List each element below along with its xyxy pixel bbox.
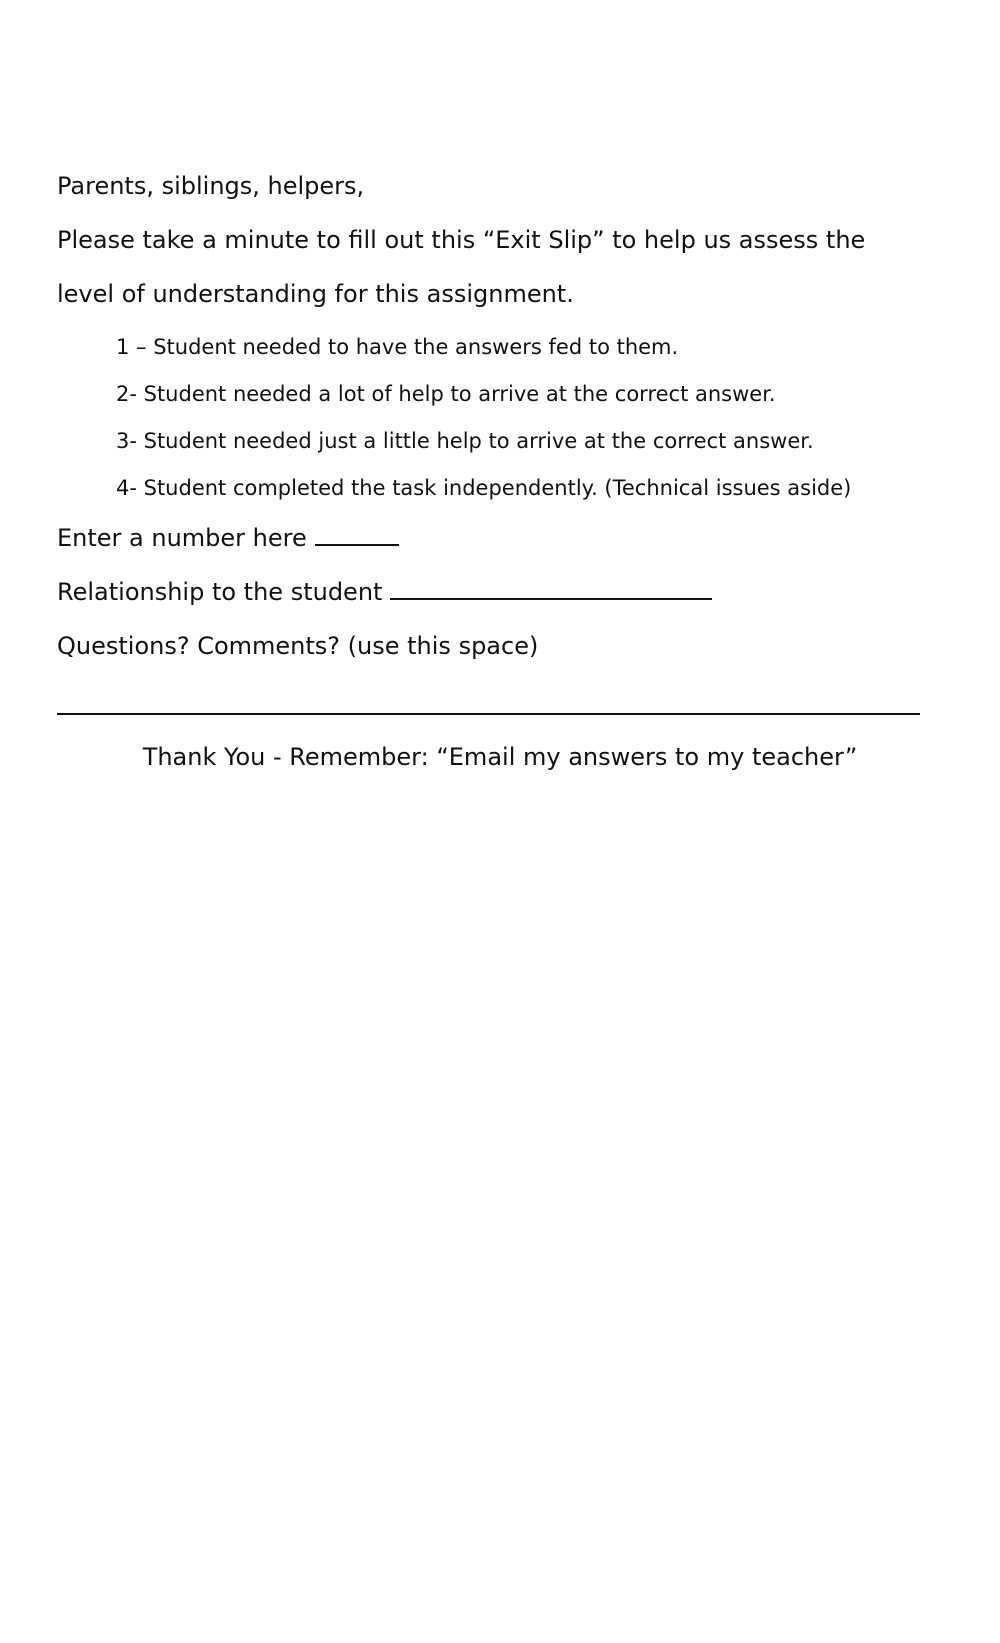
number-prompt: Enter a number here [57, 524, 307, 552]
greeting: Parents, siblings, helpers, [57, 172, 365, 200]
number-blank[interactable] [315, 542, 399, 546]
scale-item-4: 4- Student completed the task independently. (Technical issues aside) [116, 476, 852, 500]
comments-blank[interactable] [57, 713, 920, 715]
scale-item-1: 1 – Student needed to have the answers fed to them. [116, 335, 679, 359]
scale-item-3: 3- Student needed just a little help to arrive at the correct answer. [116, 429, 814, 453]
intro-line-1: Please take a minute to fill out this “Exit Slip” to help us assess the [57, 226, 866, 254]
relationship-blank[interactable] [390, 596, 712, 600]
intro-line-2: level of understanding for this assignment. [57, 280, 574, 308]
number-row [57, 526, 399, 550]
scale-item-2: 2- Student needed a lot of help to arrive at the correct answer. [116, 382, 776, 406]
comments-prompt: Questions? Comments? (use this space) [57, 632, 539, 660]
relationship-prompt: Relationship to the student [57, 578, 383, 606]
relationship-row [57, 580, 712, 604]
closing-note: Thank You - Remember: “Email my answers to my teacher” [142, 743, 858, 771]
